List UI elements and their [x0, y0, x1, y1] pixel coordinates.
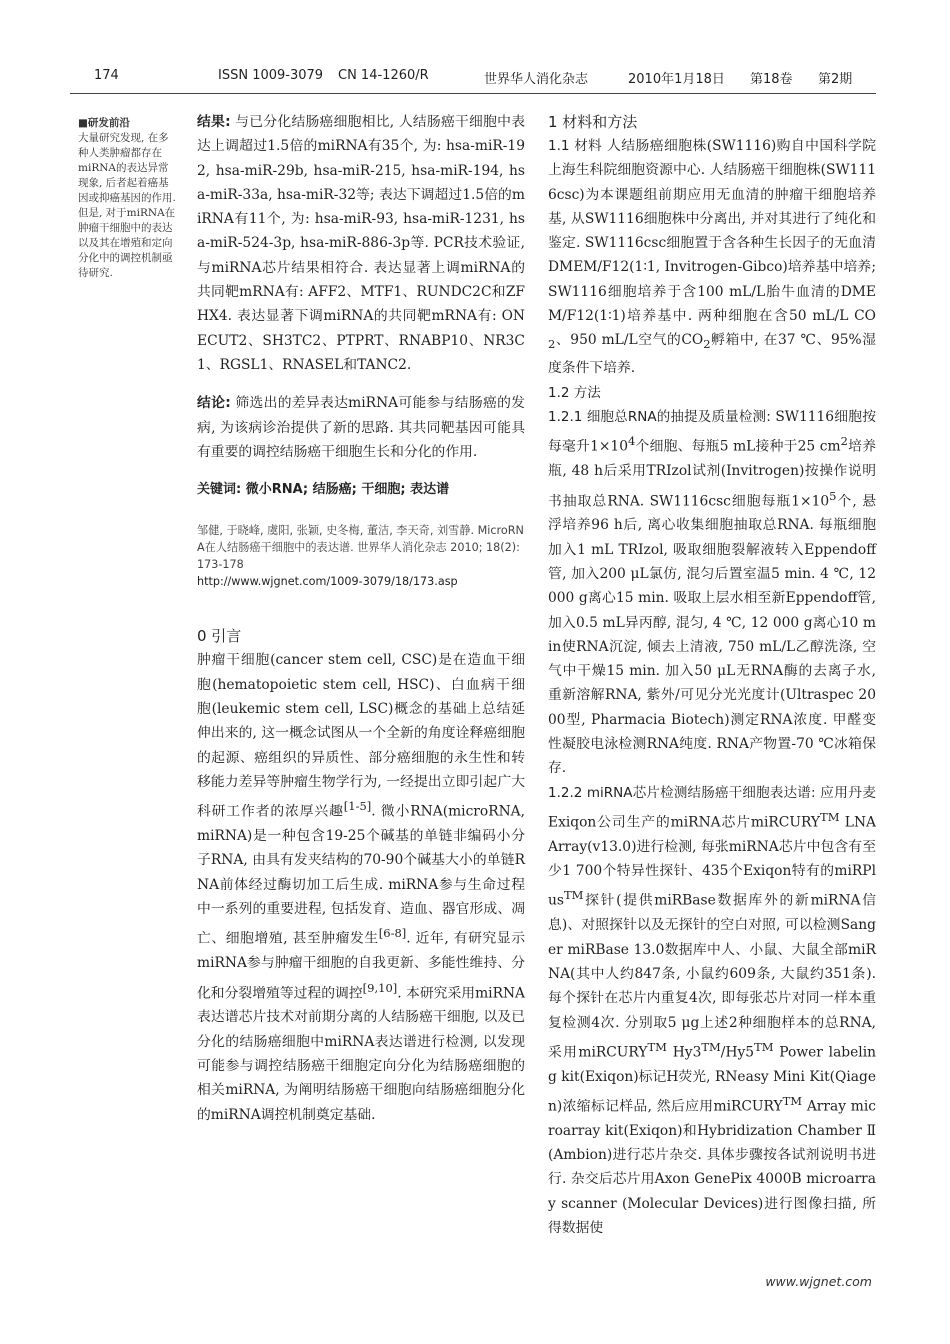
s122-text-f: Power labeling kit(Exiqon)标记H荧光, RNeasy Mini Kit(Qiagen)浓缩标记样品, 然后应用miRCURY — [548, 1044, 877, 1115]
abstract-conclusion — [197, 391, 525, 464]
left-column — [197, 110, 525, 1127]
issue: 第2期 — [818, 72, 853, 87]
right-column — [548, 110, 876, 1240]
reference-6-8[interactable]: [6-8] — [378, 926, 407, 941]
citation — [197, 522, 525, 590]
page-number: 174 — [94, 68, 119, 83]
s122-text-d: Hy3 — [666, 1044, 702, 1061]
s121-text-d: 个, 悬浮培养96 h后, 离心收集细胞抽取总RNA. 每瓶细胞加入1 mL TRIzol, 吸取细胞裂解液转入Eppendoff管, 加入200 μL氯仿, 混匀后置室温5 min. 4 ℃, 12 000 g离心15 min. 吸取上层水相至新Eppendoff管, 加入0.5 mL异丙醇, 混匀, 4 ℃, 12 000 g离心10 min使RNA沉淀, 倾去上清液, 750 mL/L乙醇洗涤, 空气中干燥15 min. 加入50 μL无RNA酶的去离子水, 重新溶解RNA, 紫外/可见分光光度计(Ultraspec 2000型, Pharmacia Biotech)测定RNA浓度. 甲醛变性凝胶电泳检测RNA纯度. RNA产物置-70 ℃冰箱保存. — [548, 493, 876, 777]
abstract-results — [197, 110, 525, 377]
sidebar-title: ■研发前沿 — [78, 117, 130, 129]
intro-text-3: . 近年, 有研究显示miRNA参与肿瘤干细胞的自我更新、多能性维持、分化和分裂增殖等过程的调控 — [197, 930, 525, 1002]
trademark: TM — [701, 1039, 721, 1054]
volume: 第18卷 — [750, 72, 793, 87]
co2-subscript: 2 — [703, 337, 711, 352]
research-frontier-sidebar — [78, 116, 178, 281]
section-1-1-text: 人结肠癌细胞株(SW1116)购自中国科学院上海生科院细胞资源中心. 人结肠癌干细胞株(SW1116csc)为本课题组前期应用无血清的肿瘤干细胞培养基, 从SW1116细胞株中分离出, 并对其进行了纯化和鉴定. SW1116csc细胞置于含各种生长因子的无血清DMEM/F12(1∶1, Invitrogen-Gibco)培养基中培养; SW1116细胞培养于含100 mL/L胎牛血清的DMEM/F12(1∶1)培养基中. 两种细胞在含50 mL/L CO — [548, 138, 876, 325]
running-header — [70, 64, 876, 88]
conclusion-text: 筛选出的差异表达miRNA可能参与结肠癌的发病, 为该病诊治提供了新的思路. 其共同靶基因可能具有重要的调控结肠癌干细胞生长和分化的作用. — [197, 395, 525, 460]
s122-text-e: /Hy5 — [720, 1044, 755, 1061]
intro-text-1: 肿瘤干细胞(cancer stem cell, CSC)是在造血干细胞(hematopoietic stem cell, HSC)、白血病干细胞(leukemic stem cell, LSC)概念的基础上总结延伸出来的, 这一概念试图从一个全新的角度诠释癌细胞的起源、癌组织的异质性、部分癌细胞的永生性和转移能力差异等肿瘤生物学行为, 一经提出立即引起广大科研工作者的浓厚兴趣 — [197, 652, 525, 820]
keywords: 关键词: 微小RNA; 结肠癌; 干细胞; 表达谱 — [197, 482, 450, 498]
introduction-paragraph — [197, 648, 525, 1126]
s122-text-c: 探针(提供miRBase数据库外的新miRNA信息)、对照探针以及无探针的空白对照, 可以检测Sanger miRBase 13.0数据库中人、小鼠、大鼠全部miRNA(其中人约847条, 小鼠约609条, 大鼠约351条). 每个探针在芯片内重复4次, 即每张芯片对同一样本重复检测4次. 分别取5 μg上述2种细胞样本的总RNA, 采用miRCURY — [548, 893, 876, 1061]
s122-text-a: 应用丹麦Exiqon公司生产的miRNA芯片miRCURY — [548, 784, 877, 831]
trademark: TM — [820, 809, 840, 824]
footer-site[interactable]: www.wjgnet.com — [765, 1274, 872, 1289]
s121-text-c: 培养瓶, 48 h后采用TRIzol试剂(Invitrogen)按操作说明书抽取总RNA. SW1116csc细胞每瓶1×10 — [548, 438, 877, 510]
issn: ISSN 1009-3079 — [218, 68, 324, 83]
trademark: TM — [754, 1039, 774, 1054]
header-rule — [70, 93, 876, 94]
s122-text-g: Array microarray kit(Exiqon)和Hybridization Chamber Ⅱ(Ambion)进行芯片杂交. 具体步骤按各试剂说明书进行. 杂交后芯片用Axon GenePix 4000B microarray scanner (Molecular Devices)进行图像扫描, 所得数据使 — [548, 1098, 876, 1237]
introduction-heading: 0 引言 — [197, 627, 242, 646]
article-url[interactable]: http://www.wjgnet.com/1009-3079/18/173.asp — [197, 575, 458, 589]
citation-text: 邹健, 于晓峰, 虞阳, 张颖, 史冬梅, 董洁, 李天奇, 刘雪静. MicroRNA在人结肠癌干细胞中的表达谱. 世界华人消化杂志 2010; 18(2): 173-178 — [197, 524, 524, 572]
conclusion-label: 结论: — [197, 395, 231, 412]
issue-date: 2010年1月18日 — [628, 72, 725, 87]
section-1-1 — [548, 134, 876, 381]
results-text: 与已分化结肠癌细胞相比, 人结肠癌干细胞中表达上调超过1.5倍的miRNA有35个, 为: hsa-miR-192, hsa-miR-29b, hsa-miR-215, hsa-miR-194, hsa-miR-33a, hsa-miR-32等; 表达下调超过1.5倍的miRNA有11个, 为: hsa-miR-93, hsa-miR-1231, hsa-miR-524-3p, hsa-miR-886-3p等. PCR技术验证, 与miRNA芯片结果相符合. 表达显著上调miRNA的共同靶mRNA有: AFF2、MTF1、RUNDC2C和ZFHX4. 表达显著下调miRNA的共同靶mRNA有: ONECUT2、SH3TC2、PTPRT、RNABP10、NR3C1、RGSL1、RNASEL和TANC2. — [197, 114, 525, 373]
exponent: 5 — [829, 488, 837, 503]
reference-9-10[interactable]: [9,10] — [362, 980, 398, 995]
exponent: 4 — [627, 434, 636, 449]
s121-text-b: 个细胞、每瓶5 mL接种于25 cm — [635, 438, 841, 455]
co2-subscript: 2 — [548, 337, 556, 352]
section-1-2-1 — [548, 405, 876, 781]
results-label: 结果: — [197, 114, 231, 130]
section-1-2-2 — [548, 781, 876, 1241]
section-1-1-label: 1.1 材料 — [548, 138, 603, 154]
s121-text-a: SW1116细胞按每毫升1×10 — [548, 409, 876, 455]
section-1-2-2-label: 1.2.2 miRNA芯片检测结肠癌干细胞表达谱: — [548, 784, 816, 801]
section-1-1-text-3: 孵箱中, 在37 ℃、95%湿度条件下培养. — [548, 332, 876, 377]
section-1-2-heading: 1.2 方法 — [548, 384, 601, 401]
trademark: TM — [647, 1039, 667, 1054]
reference-1-5[interactable]: [1-5] — [343, 799, 372, 814]
journal-name: 世界华人消化杂志 — [484, 72, 589, 87]
methods-heading: 1 材料和方法 — [548, 113, 638, 131]
section-1-1-text-2: 、950 mL/L空气的CO — [555, 332, 704, 349]
trademark: TM — [782, 1094, 803, 1108]
intro-text-2: . 微小RNA(microRNA, miRNA)是一种包含19-25个碱基的单链非编码小分子RNA, 由具有发夹结构的70-90个碱基大小的单链RNA前体经过酶切加工后生成. miRNA参与生命过程中一系列的重要进程, 包括发育、造血、器官形成、凋亡、细胞增殖, 甚至肿瘤发生 — [197, 803, 526, 947]
cn-number: CN 14-1260/R — [338, 68, 429, 83]
intro-text-4: . 本研究采用miRNA表达谱芯片技术对前期分离的人结肠癌干细胞, 以及已分化的结肠癌细胞中miRNA表达谱进行检测, 以发现可能参与调控结肠癌干细胞定向分化为结肠癌细胞的相关miRNA, 为阐明结肠癌干细胞向结肠癌细胞分化的miRNA调控机制奠定基础. — [197, 985, 525, 1123]
sidebar-text: 大量研究发现, 在多种人类肿瘤都存在miRNA的表达异常现象, 后者起着癌基因或抑癌基因的作用. 但是, 对于miRNA在肿瘤干细胞中的表达以及其在增殖和定向分化中的调控机制亟待研究. — [78, 132, 176, 279]
exponent: 2 — [840, 434, 848, 449]
s122-text-b: LNA Array(v13.0)进行检测, 每张miRNA芯片中包含有至少1 700个特异性探针、435个Exiqon特有的miRPlus — [548, 814, 876, 910]
trademark: TM — [563, 888, 584, 903]
section-1-2-1-label: 1.2.1 细胞总RNA的抽提及质量检测: — [548, 409, 771, 426]
